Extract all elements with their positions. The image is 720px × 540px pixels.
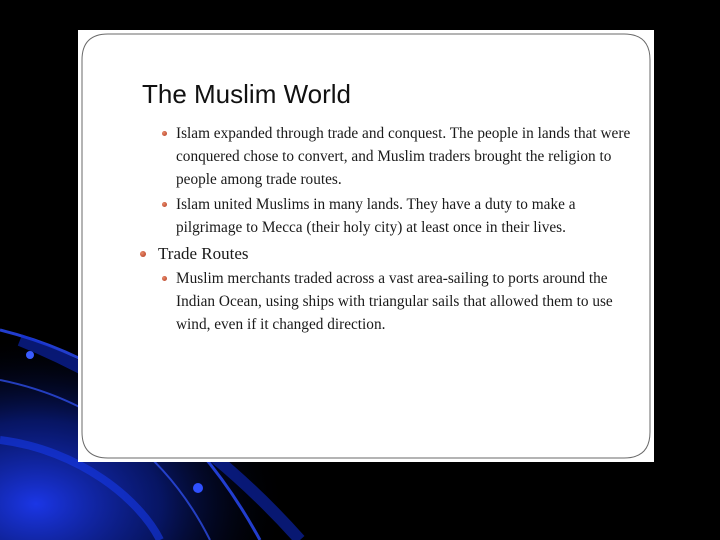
list-item	[158, 193, 634, 239]
bullet-list	[134, 122, 634, 336]
slide-body	[134, 122, 634, 338]
slide-title: The Muslim World	[142, 79, 352, 109]
content-panel	[78, 30, 654, 462]
intro-group	[134, 122, 634, 239]
bullet-dot-icon	[162, 202, 167, 207]
section-sub-list	[158, 267, 634, 336]
bullet-dot-icon	[162, 276, 167, 281]
bullet-text: Islam expanded through trade and conquest. The people in lands that were conquered chose to convert, and Muslim traders brought the religion to people among trade routes.	[176, 125, 631, 188]
section-heading: Trade Routes	[158, 244, 249, 263]
bullet-dot-icon	[162, 131, 167, 136]
list-item	[158, 267, 634, 336]
bullet-text: Islam united Muslims in many lands. They have a duty to make a pilgrimage to Mecca (their holy city) at least once in their lives.	[176, 196, 576, 236]
list-item	[158, 122, 634, 191]
section-trade-routes	[134, 243, 634, 336]
bullet-text: Muslim merchants traded across a vast area-sailing to ports around the Indian Ocean, using ships with triangular sails that allowed them to use wind, even if it changed direction.	[176, 270, 613, 333]
intro-sub-list	[158, 122, 634, 239]
bullet-dot-icon	[140, 251, 146, 257]
